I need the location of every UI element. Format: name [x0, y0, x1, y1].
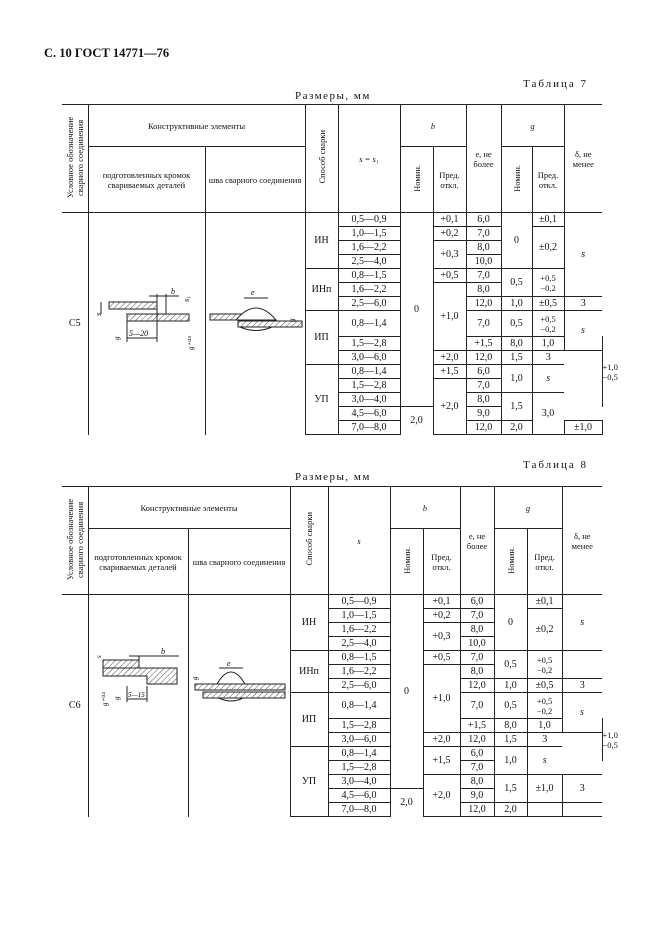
table-cell: 7,0	[460, 651, 494, 665]
table-cell: Пред. откл.	[423, 529, 460, 595]
cell-text: Условное обозначение сварного соединения	[64, 498, 85, 580]
table-cell: 1,0	[532, 337, 564, 351]
table-cell	[290, 487, 328, 595]
table-cell: 2,5—6,0	[328, 679, 390, 693]
table-cell: +2,0	[423, 775, 460, 817]
delta-header: δ, не менее	[564, 105, 602, 213]
table-cell: подготовленных кромок свариваемых деталей	[88, 529, 188, 595]
table-cell: 2,0	[494, 803, 527, 817]
table-cell: +0,1	[433, 213, 466, 227]
table-cell: 0,5	[501, 269, 532, 297]
cell-text: +0,5	[540, 272, 556, 283]
table-cell: УП	[305, 365, 338, 435]
table-cell: 1,0	[527, 719, 562, 733]
table-cell: 12,0	[466, 421, 501, 435]
table-cell: 10,0	[460, 637, 494, 651]
table-cell: ИНп	[305, 269, 338, 311]
table-cell: е, не более	[460, 487, 494, 595]
table-cell: 10,0	[466, 255, 501, 269]
table-cell: s	[564, 311, 602, 351]
table-cell: +0,3	[423, 623, 460, 651]
table-cell: 6,0	[460, 747, 494, 761]
table-cell: 7,0	[460, 761, 494, 775]
table-cell: 4,5—6,0	[328, 789, 390, 803]
table-cell: b	[390, 487, 460, 529]
bnom-header	[400, 147, 433, 213]
cell-text: −0,2	[536, 664, 553, 675]
table-cell: g	[494, 487, 562, 529]
cell-text: −0,5	[602, 739, 618, 750]
table-cell: s	[532, 365, 564, 393]
table-cell: 1,0	[501, 297, 532, 311]
table-cell: 1,5	[501, 351, 532, 365]
table-cell: 9,0	[460, 789, 494, 803]
table-cell: 1,5—2,8	[328, 761, 390, 775]
weld-seam-figure	[189, 596, 291, 816]
table-cell: 3	[562, 775, 602, 803]
table-cell: 12,0	[460, 803, 494, 817]
table-8	[62, 486, 618, 817]
top-plate	[109, 302, 157, 309]
cell-text: −0,5	[602, 371, 618, 382]
table-cell	[88, 595, 188, 817]
table-cell: s	[562, 693, 602, 733]
table-cell	[532, 269, 564, 297]
table-cell: 0,5—0,9	[328, 595, 390, 609]
table-cell	[532, 311, 564, 337]
table-cell: ±0,2	[527, 609, 562, 651]
figure-part: 5—15	[127, 690, 145, 699]
table-cell: +0,5	[423, 651, 460, 665]
table-cell: 1,6—2,2	[338, 241, 400, 255]
table-cell: 3,0—4,0	[328, 775, 390, 789]
table-cell: 12,0	[460, 733, 494, 747]
weld-bead	[236, 308, 276, 320]
method-cell: ИН	[305, 213, 338, 269]
code-cell: С5	[62, 213, 88, 435]
figure-part	[195, 684, 285, 690]
table-cell: 1,0	[494, 747, 527, 775]
table-cell: 9,0	[466, 407, 501, 421]
figure-part: g	[287, 318, 296, 322]
table-cell: 3,0—6,0	[338, 351, 400, 365]
table-cell: 0,5—0,9	[338, 213, 400, 227]
table-cell: δ, не менее	[562, 487, 602, 595]
figure-part: g⁺⁰·⁵	[100, 691, 109, 706]
table-cell	[390, 529, 423, 595]
fig-g-label: g	[112, 336, 121, 340]
fig-s-label: s	[93, 312, 103, 316]
table-cell: 6,0	[460, 595, 494, 609]
constr-header: Конструктивные элементы	[88, 105, 305, 147]
figure-part	[203, 692, 285, 698]
cell-text: −0,2	[536, 705, 553, 716]
table-cell: 3,0—6,0	[328, 733, 390, 747]
table-cell: 0,5	[494, 693, 527, 719]
cond-header	[62, 105, 88, 213]
table-cell: 3	[532, 351, 564, 365]
cell-text: Номин.	[401, 546, 412, 574]
cell-text: Номин.	[411, 164, 422, 192]
table-cell: 0,5	[494, 651, 527, 679]
table-cell: 0	[400, 213, 433, 407]
seam-header: шва сварного соединения	[205, 147, 305, 213]
table-cell	[527, 651, 562, 679]
table-cell: 2,0	[390, 789, 423, 817]
figure-part: s	[94, 655, 103, 658]
table-cell: +1,5	[423, 747, 460, 775]
table-cell: 1,0	[501, 365, 532, 393]
table-cell: 0,8—1,4	[338, 311, 400, 337]
table-cell: 6,0	[466, 213, 501, 227]
figure-part: e	[226, 658, 231, 668]
seam-figure-cell	[205, 213, 305, 435]
table-cell: 2,5—6,0	[338, 297, 400, 311]
table-cell: 1,5—2,8	[338, 337, 400, 351]
weld-seam-figure	[206, 214, 306, 434]
table-8-units: Размеры, мм	[295, 471, 371, 483]
table-cell: +1,0	[423, 665, 460, 733]
table-cell: +0,5	[433, 269, 466, 283]
table-cell: ИП	[305, 311, 338, 365]
table-cell: +2,0	[423, 733, 460, 747]
table-cell: 7,0	[460, 609, 494, 623]
figure-part: g	[112, 696, 121, 700]
table-cell: ±0,5	[527, 679, 562, 693]
table-cell	[527, 803, 562, 817]
table-cell: 1,5	[501, 393, 532, 421]
table-cell: ±0,5	[532, 297, 564, 311]
table-cell: УП	[290, 747, 328, 817]
cell-text: +0,5	[536, 654, 553, 665]
table-cell	[562, 803, 602, 817]
fig-dim-label: 5—20	[128, 328, 148, 338]
table-cell: +2,0	[433, 351, 466, 365]
table-cell: ИНп	[290, 651, 328, 693]
table-8-title: Таблица 8	[523, 459, 589, 471]
cell-text: −0,2	[540, 323, 556, 334]
table-cell: +0,2	[423, 609, 460, 623]
table-cell: 0	[494, 595, 527, 651]
table-cell: 6,0	[466, 365, 501, 379]
table-cell: 2,5—4,0	[328, 637, 390, 651]
table-cell: 8,0	[466, 241, 501, 255]
table-cell: Пред. откл.	[527, 529, 562, 595]
fig-e-label: e	[250, 287, 255, 297]
table-cell: 8,0	[494, 719, 527, 733]
table-cell: 1,5—2,8	[328, 719, 390, 733]
method-header	[305, 105, 338, 213]
table-cell: 0,8—1,5	[338, 269, 400, 283]
table-cell: +1,5	[466, 337, 501, 351]
g-header: g	[501, 105, 564, 147]
table-7	[62, 104, 618, 435]
table-cell: 7,0	[466, 311, 501, 337]
table-cell: ±0,1	[532, 213, 564, 227]
table-cell: 1,6—2,2	[328, 665, 390, 679]
table-cell: ±1,0	[527, 775, 562, 803]
table-cell	[527, 693, 562, 719]
table-cell: Конструктивные элементы	[88, 487, 290, 529]
table-cell: 8,0	[460, 775, 494, 789]
table-cell: +0,3	[433, 241, 466, 269]
figure-part	[240, 327, 272, 331]
gtol-header: Пред. откл.	[532, 147, 564, 213]
cell-text: +1,0	[602, 729, 618, 740]
table-cell: +2,0	[433, 379, 466, 435]
prep-figure-cell	[88, 213, 205, 435]
table-cell: s	[328, 487, 390, 595]
table-cell: 0,5	[501, 311, 532, 337]
table-cell: s	[562, 595, 602, 651]
page-header: С. 10 ГОСТ 14771—76	[44, 46, 170, 60]
table-cell: 0,8—1,4	[328, 747, 390, 761]
table-cell: 8,0	[460, 665, 494, 679]
table-cell: 0,8—1,5	[328, 651, 390, 665]
cell-text: +1,0	[602, 361, 618, 372]
table-cell: 2,0	[501, 421, 532, 435]
table-cell: +0,2	[433, 227, 466, 241]
table-cell	[62, 487, 88, 595]
cell-text: −0,2	[540, 282, 556, 293]
bottom-plate	[127, 314, 189, 321]
prep-header: подготовленных кромок свариваемых деталей	[88, 147, 205, 213]
table-cell: ИН	[290, 595, 328, 651]
table-cell: 7,0	[466, 227, 501, 241]
table-cell: 0	[390, 595, 423, 789]
table-cell: 3	[564, 297, 602, 311]
table-cell: ИП	[290, 693, 328, 747]
table-cell: 3,0—4,0	[338, 393, 400, 407]
table-cell	[494, 529, 527, 595]
table-cell: 3	[562, 679, 602, 693]
figure-part	[103, 660, 177, 684]
table-cell: 7,0—8,0	[328, 803, 390, 817]
table-cell: 3,0	[532, 393, 564, 435]
btol-header: Пред. откл.	[433, 147, 466, 213]
table-cell: 8,0	[466, 393, 501, 407]
prep-edges-figure	[89, 596, 189, 816]
table-cell: 7,0	[466, 269, 501, 283]
table-cell: 1,5—2,8	[338, 379, 400, 393]
table-cell: 1,6—2,2	[338, 283, 400, 297]
table-cell: 7,0	[466, 379, 501, 393]
table-cell: 7,0—8,0	[338, 421, 400, 435]
table-cell: 1,5	[494, 733, 527, 747]
figure-part: b	[160, 646, 165, 656]
table-cell: ±1,0	[564, 421, 602, 435]
table-cell: 1,5	[494, 775, 527, 803]
table-cell	[188, 595, 290, 817]
table-cell: 8,0	[466, 283, 501, 297]
table-cell: 8,0	[460, 623, 494, 637]
table-cell: ±0,2	[532, 227, 564, 269]
table-cell: 1,0—1,5	[328, 609, 390, 623]
s-header: s = s₁	[338, 105, 400, 213]
table-cell: +0,1	[423, 595, 460, 609]
table-cell: 2,0	[400, 407, 433, 435]
table-7-units: Размеры, мм	[295, 90, 371, 102]
cell-text: +0,5	[540, 313, 556, 324]
table-cell: +1,5	[460, 719, 494, 733]
fig-s1-label: s₁	[181, 295, 191, 302]
table-cell: 12,0	[460, 679, 494, 693]
table-cell: 12,0	[466, 297, 501, 311]
fig-b-label: b	[170, 286, 175, 296]
table-cell	[562, 651, 602, 679]
gnom-header	[501, 147, 532, 213]
e-header: е, не более	[466, 105, 501, 213]
table-cell: s	[527, 747, 562, 775]
figure-part	[217, 672, 245, 684]
cell-text: Номин.	[511, 164, 522, 192]
figure-part: g	[190, 676, 199, 680]
code-cell: С6	[62, 595, 88, 817]
table-cell: 3	[527, 733, 562, 747]
table-cell: 0,8—1,4	[328, 693, 390, 719]
table-cell: 8,0	[501, 337, 532, 351]
prep-edges-figure	[89, 214, 206, 434]
cell-text: +0,5	[536, 695, 553, 706]
table-cell: 1,0	[494, 679, 527, 693]
cell-text: Способ сварки	[304, 512, 314, 566]
table-cell: 2,5—4,0	[338, 255, 400, 269]
table-cell: 0,8—1,4	[338, 365, 400, 379]
cell-text: Способ сварки	[316, 130, 327, 184]
table-cell: +1,0	[433, 283, 466, 351]
table-cell: 1,6—2,2	[328, 623, 390, 637]
table-cell: ±0,1	[527, 595, 562, 609]
table-cell: s	[564, 213, 602, 297]
table-cell: 12,0	[466, 351, 501, 365]
table-cell: 0	[501, 213, 532, 269]
table-cell: +1,5	[433, 365, 466, 379]
cell-text: Условное обозначение сварного соединения	[64, 116, 85, 198]
cell-text: Номин.	[505, 546, 516, 574]
b-header: b	[400, 105, 466, 147]
table-cell: шва сварного соединения	[188, 529, 290, 595]
table-cell: 7,0	[460, 693, 494, 719]
table-cell: 1,0—1,5	[338, 227, 400, 241]
table-cell: 4,5—6,0	[338, 407, 400, 421]
fig-gtol-label: g⁺⁰·⁵	[186, 335, 195, 350]
table-7-title: Таблица 7	[523, 78, 589, 90]
